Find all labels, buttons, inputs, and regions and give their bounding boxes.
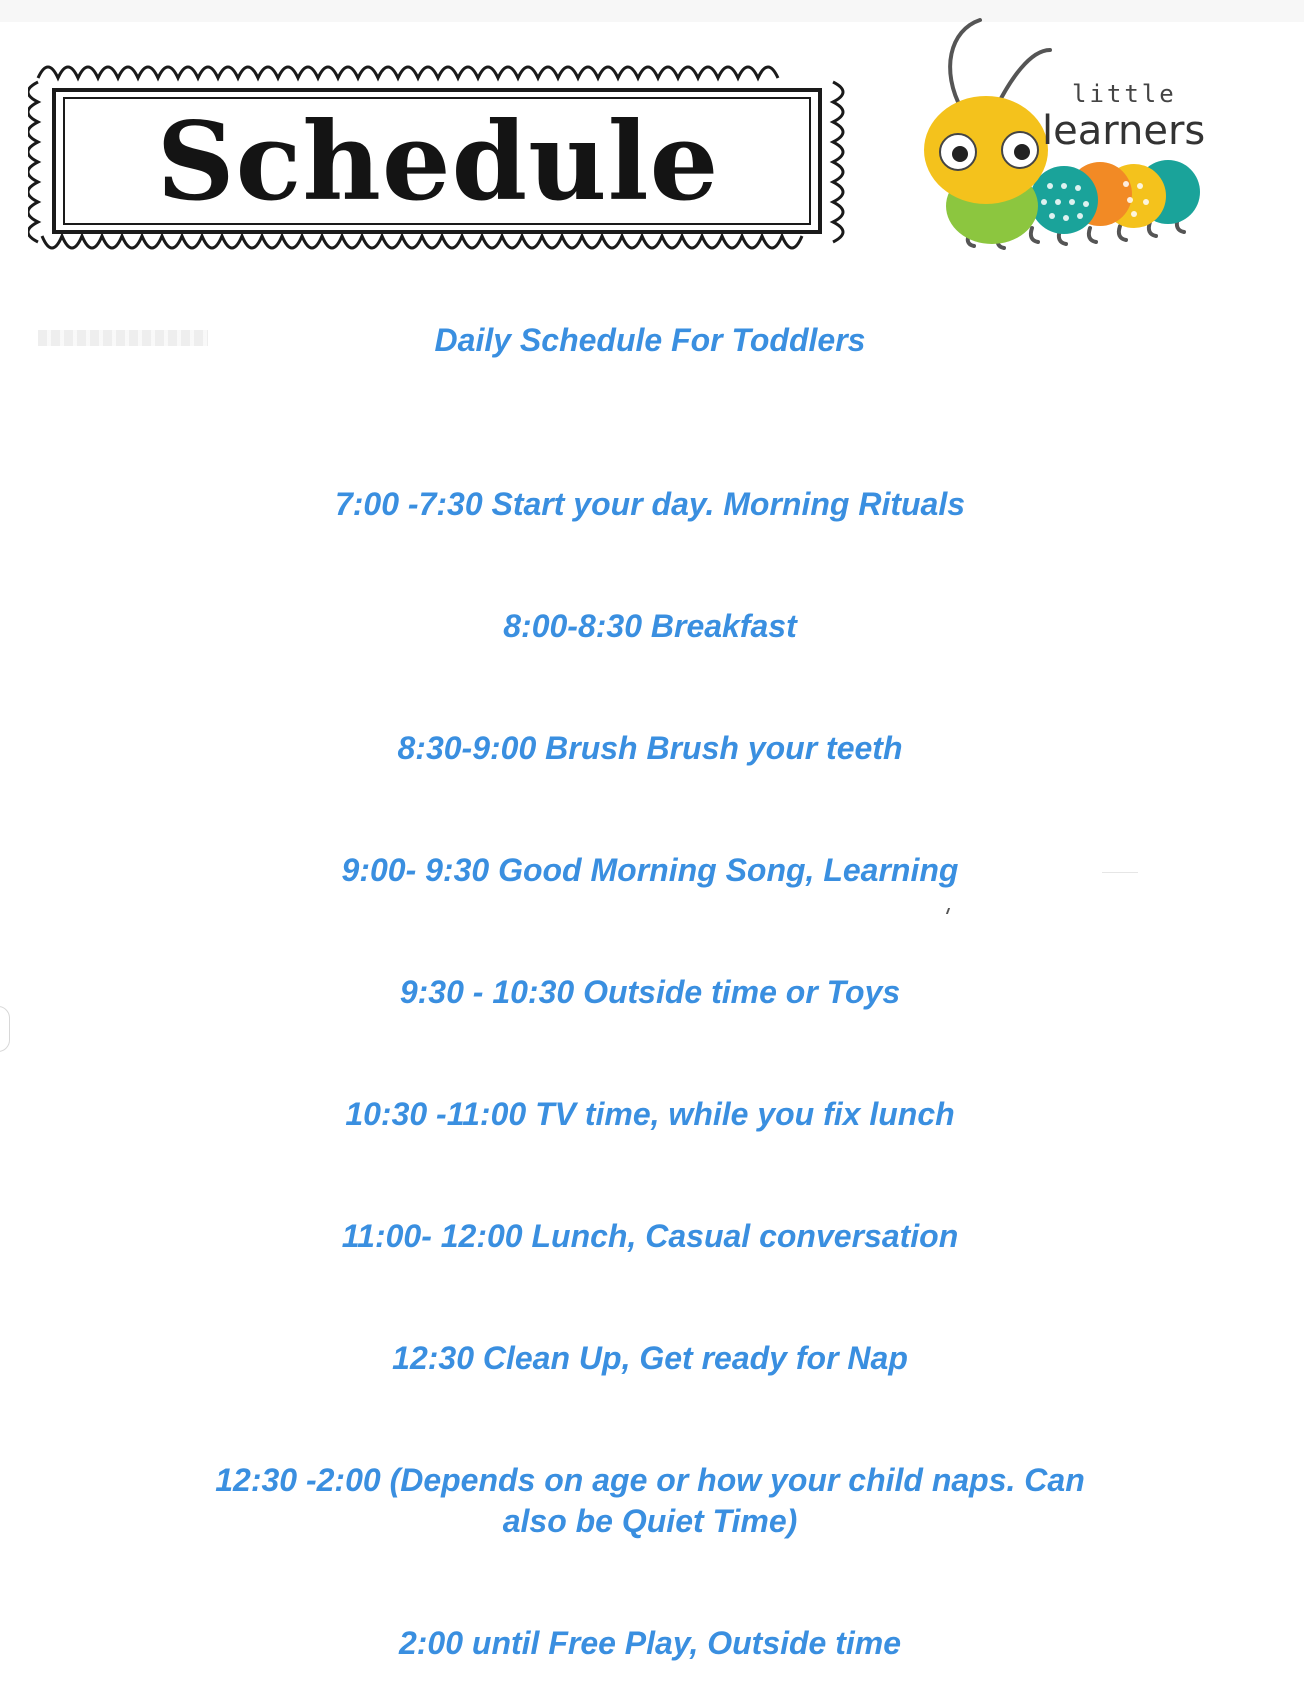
side-handle[interactable] — [0, 1006, 10, 1052]
schedule-entry: 9:30 - 10:30 Outside time or Toys — [399, 974, 901, 1010]
logo-text-learners: learners — [1042, 108, 1206, 154]
schedule-entry: 12:30 Clean Up, Get ready for Nap — [392, 1340, 908, 1376]
banner-title: Schedule — [156, 99, 720, 225]
schedule-banner — [28, 60, 848, 270]
schedule-entry: 12:30 -2:00 (Depends on age or how your child naps. Can also be Quiet Time) — [215, 1462, 1085, 1539]
schedule-entry: 11:00- 12:00 Lunch, Casual conversation — [341, 1218, 959, 1254]
little-learners-logo — [900, 10, 1230, 280]
logo-text-little: little — [1072, 80, 1177, 108]
schedule-entry: 2:00 until Free Play, Outside time — [398, 1625, 902, 1661]
stray-dash — [1102, 872, 1138, 873]
schedule-entry: 10:30 -11:00 TV time, while you fix lunch — [345, 1096, 955, 1132]
stray-mark — [946, 908, 950, 914]
schedule-entry: 7:00 -7:30 Start your day. Morning Rituals — [334, 486, 966, 522]
schedule-entry: 9:00- 9:30 Good Morning Song, Learning — [341, 852, 959, 888]
schedule-entry: 8:30-9:00 Brush Brush your teeth — [397, 730, 903, 766]
page-subtitle: Daily Schedule For Toddlers — [434, 322, 866, 358]
faint-watermark — [38, 330, 208, 346]
schedule-entry: 8:00-8:30 Breakfast — [503, 608, 797, 644]
